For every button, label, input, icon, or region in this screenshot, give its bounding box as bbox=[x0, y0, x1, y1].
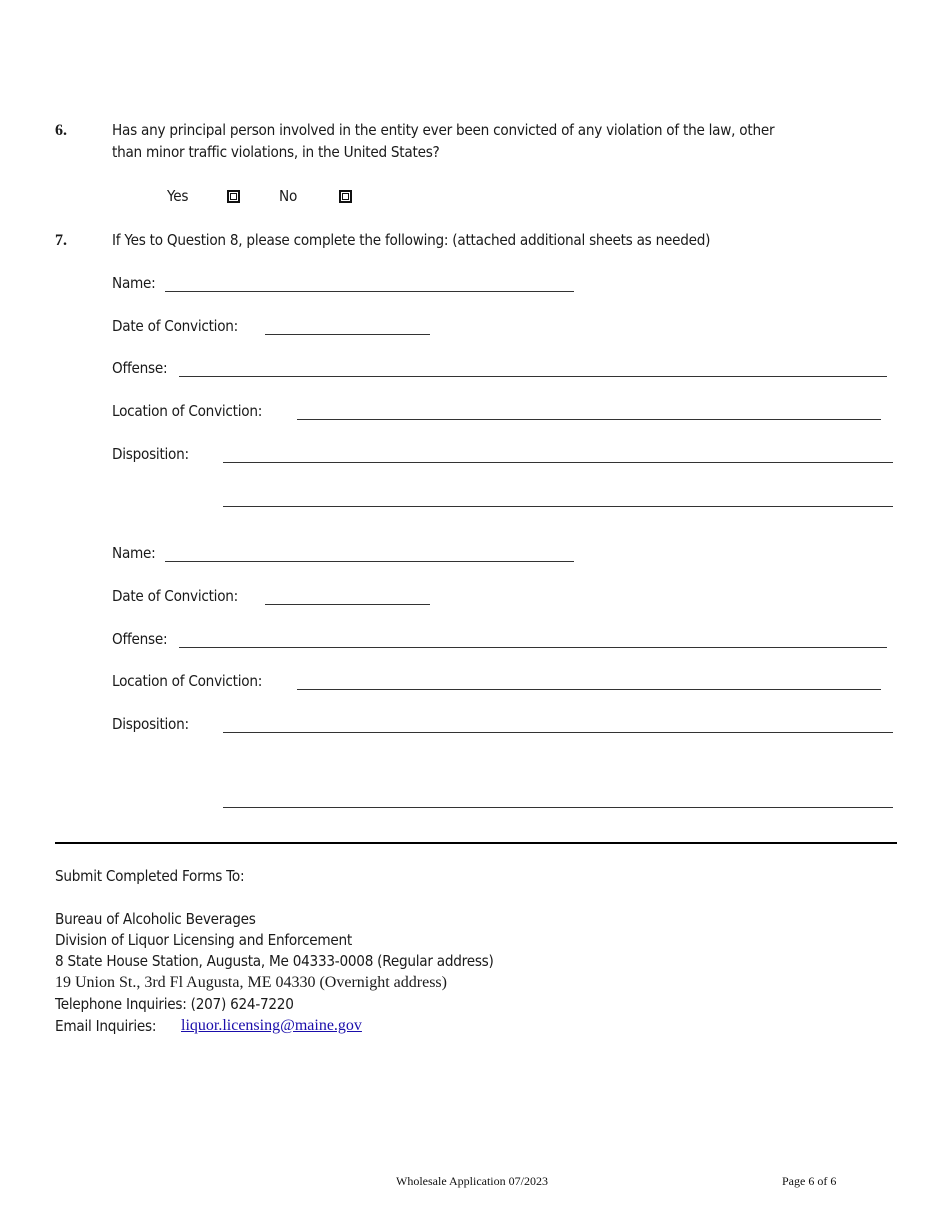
email-label: Email Inquiries: bbox=[55, 1017, 157, 1035]
email-row bbox=[55, 1016, 362, 1035]
entry2-disposition-field-1[interactable] bbox=[223, 732, 893, 733]
no-checkbox[interactable] bbox=[339, 190, 352, 203]
submit-line-5: Telephone Inquiries: (207) 624-7220 bbox=[55, 995, 294, 1013]
entry1-disposition-field-2[interactable] bbox=[223, 506, 893, 507]
section-divider bbox=[55, 842, 897, 844]
entry1-name-label: Name: bbox=[112, 274, 156, 292]
entry2-name-field[interactable] bbox=[165, 561, 574, 562]
entry1-disposition-label: Disposition: bbox=[112, 445, 189, 463]
entry1-offense-label: Offense: bbox=[112, 359, 168, 377]
question-7-number: 7. bbox=[55, 232, 67, 249]
entry1-location-field[interactable] bbox=[297, 419, 881, 420]
entry1-offense-field[interactable] bbox=[179, 376, 887, 377]
entry2-offense-field[interactable] bbox=[179, 647, 887, 648]
entry2-name-label: Name: bbox=[112, 544, 156, 562]
entry1-disposition-field-1[interactable] bbox=[223, 462, 893, 463]
submit-heading: Submit Completed Forms To: bbox=[55, 867, 245, 885]
entry1-date-field[interactable] bbox=[265, 334, 430, 335]
entry2-date-field[interactable] bbox=[265, 604, 430, 605]
email-link[interactable]: liquor.licensing@maine.gov bbox=[181, 1017, 362, 1034]
entry2-disposition-field-2[interactable] bbox=[223, 807, 893, 808]
question-6-number: 6. bbox=[55, 122, 67, 139]
entry2-disposition-label: Disposition: bbox=[112, 715, 189, 733]
entry1-date-label: Date of Conviction: bbox=[112, 317, 239, 335]
entry1-location-label: Location of Conviction: bbox=[112, 402, 263, 420]
submit-line-2: Division of Liquor Licensing and Enforcement bbox=[55, 931, 352, 949]
question-7-text: If Yes to Question 8, please complete the following: (attached additional sheets as needed) bbox=[112, 231, 711, 249]
yes-checkbox[interactable] bbox=[227, 190, 240, 203]
question-6-text-line1: Has any principal person involved in the entity ever been convicted of any violation of the law, other bbox=[112, 121, 775, 139]
submit-line-4: 19 Union St., 3rd Fl Augusta, ME 04330 (Overnight address) bbox=[55, 974, 447, 991]
entry1-name-field[interactable] bbox=[165, 291, 574, 292]
submit-line-3: 8 State House Station, Augusta, Me 04333-0008 (Regular address) bbox=[55, 952, 494, 970]
no-label: No bbox=[279, 187, 298, 205]
submit-line-1: Bureau of Alcoholic Beverages bbox=[55, 910, 256, 928]
footer-form-name: Wholesale Application 07/2023 bbox=[396, 1174, 548, 1188]
entry2-date-label: Date of Conviction: bbox=[112, 587, 239, 605]
question-6-text-line2: than minor traffic violations, in the United States? bbox=[112, 143, 440, 161]
entry2-offense-label: Offense: bbox=[112, 630, 168, 648]
entry2-location-field[interactable] bbox=[297, 689, 881, 690]
footer-page-number: Page 6 of 6 bbox=[782, 1174, 837, 1188]
entry2-location-label: Location of Conviction: bbox=[112, 672, 263, 690]
yes-label: Yes bbox=[167, 187, 189, 205]
